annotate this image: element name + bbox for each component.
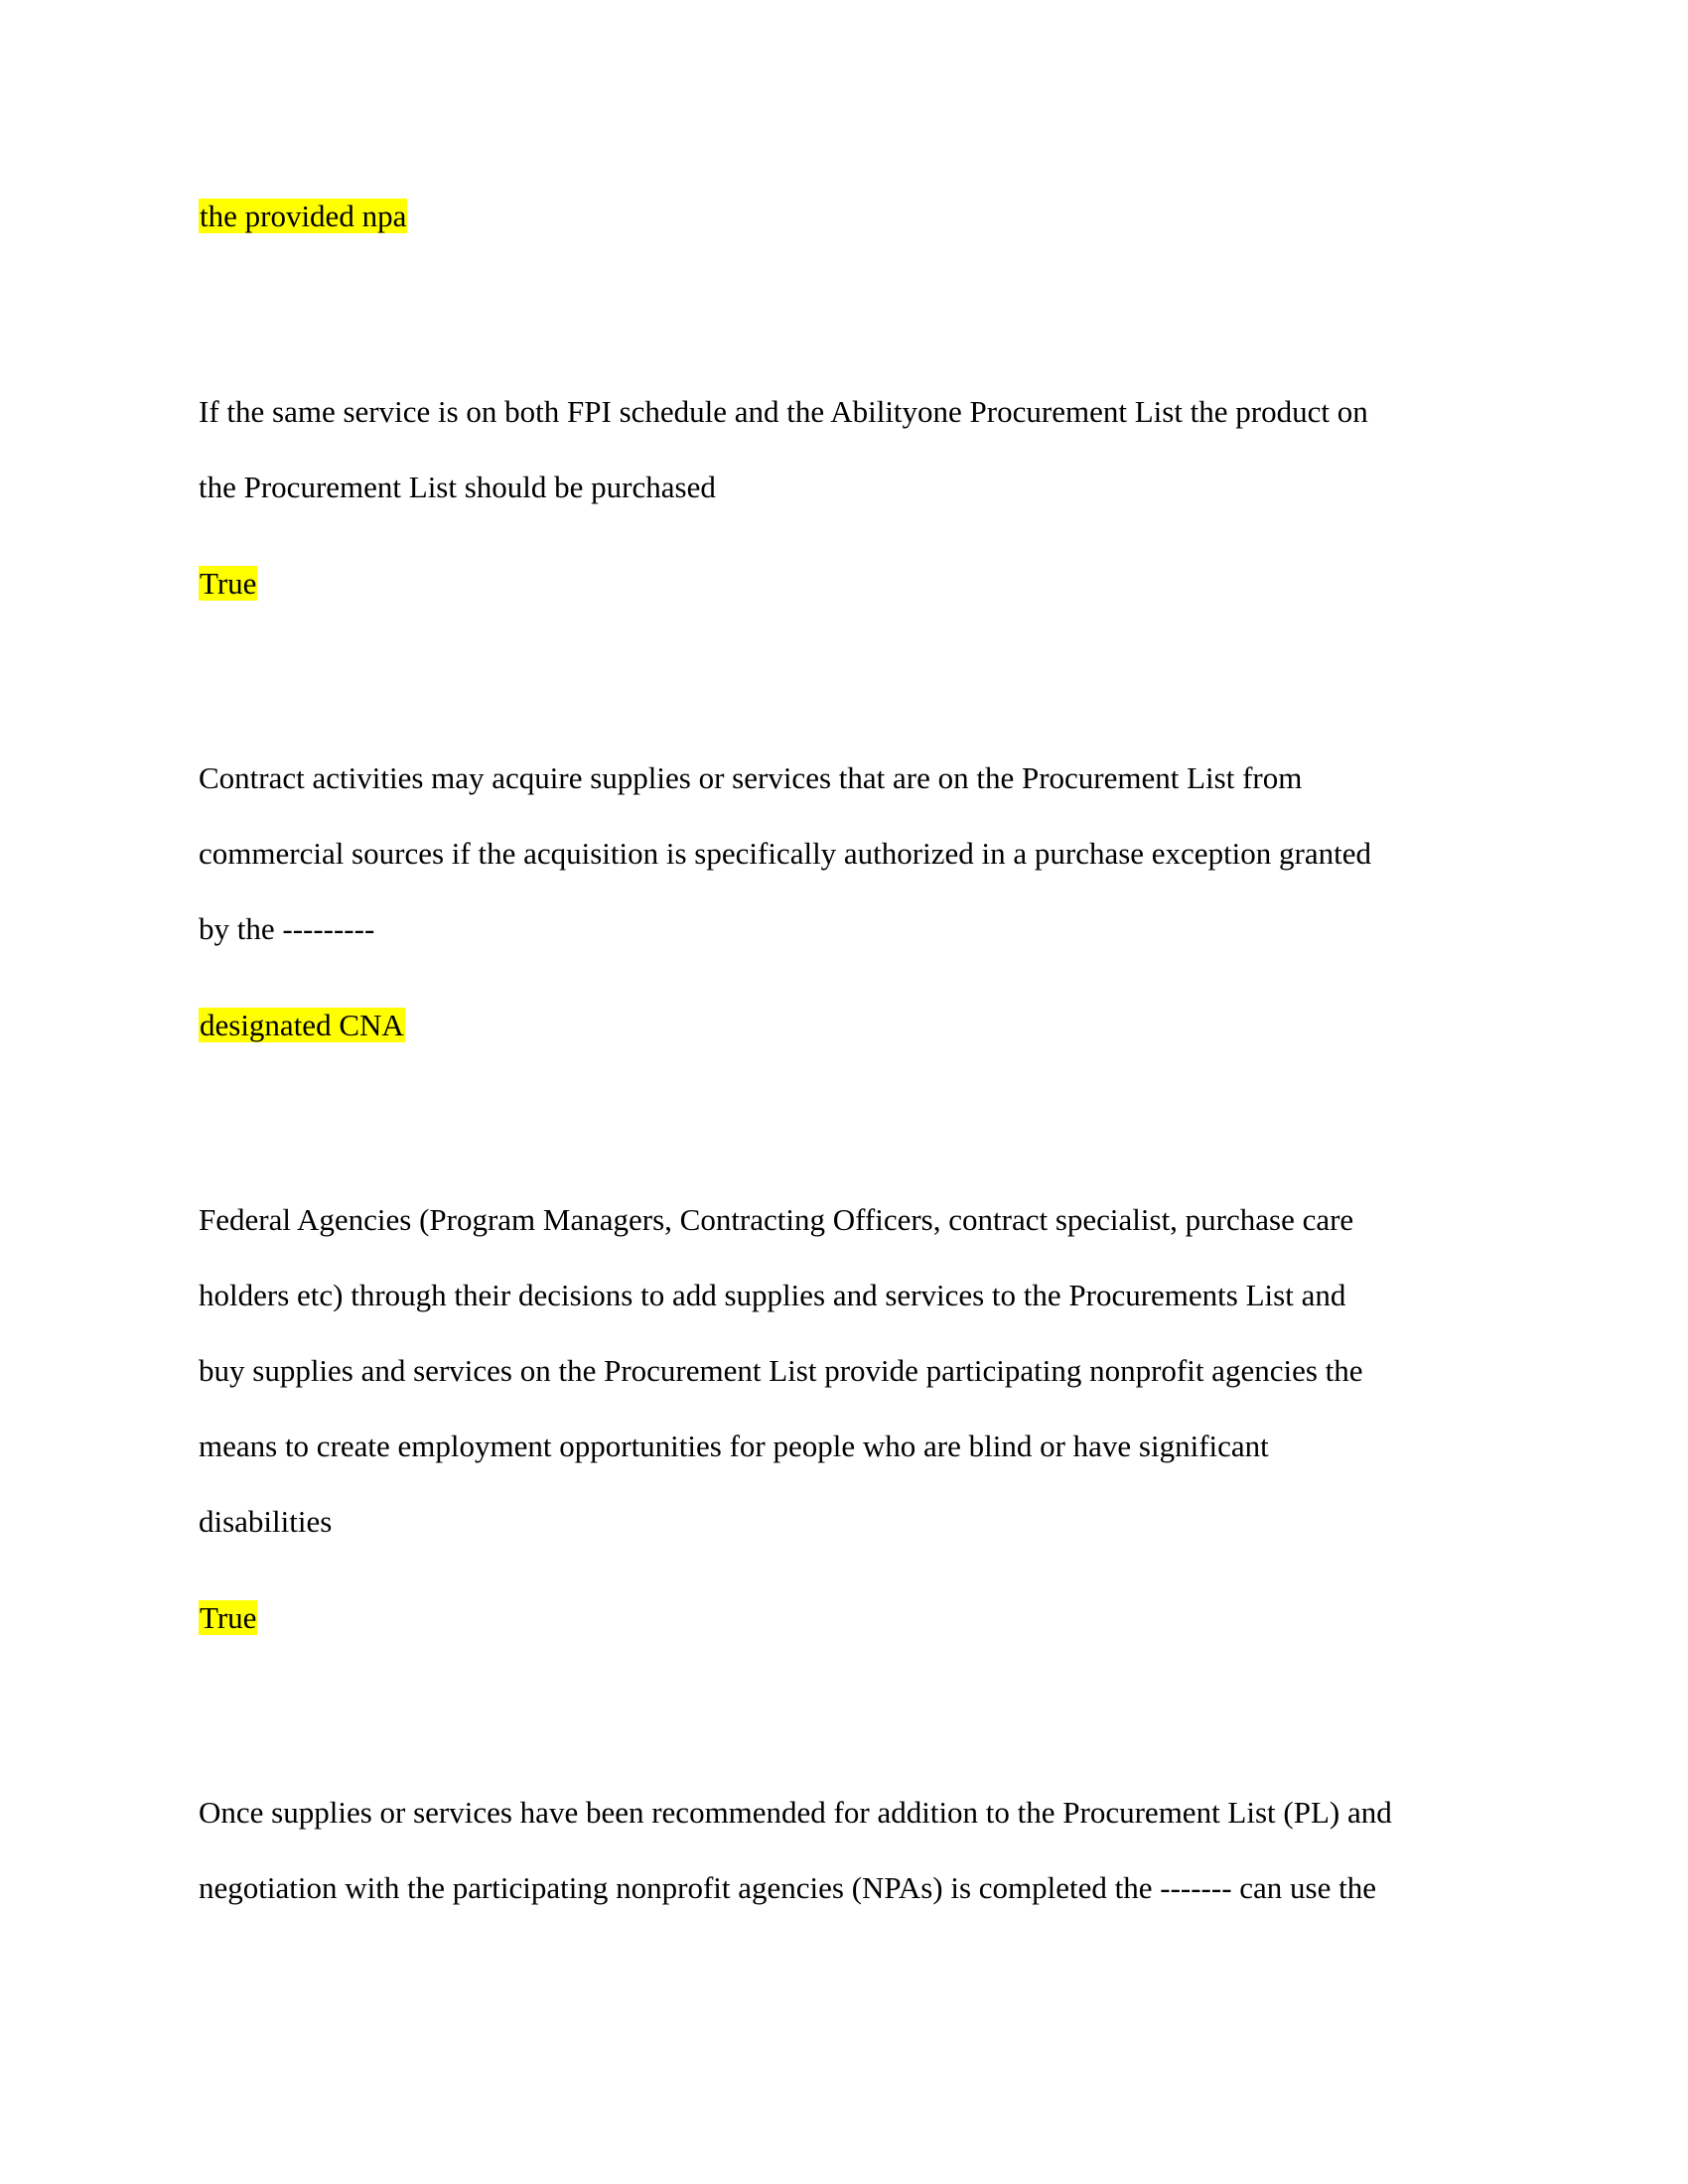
- answer-highlight: [199, 1600, 257, 1636]
- question-line: Once supplies or services have been recommended for addition to the Procurement List (PL) and: [199, 1795, 1392, 1830]
- question-line: Federal Agencies (Program Managers, Contracting Officers, contract specialist, purchase care: [199, 1202, 1354, 1237]
- question-line: Contract activities may acquire supplies or services that are on the Procurement List from: [199, 760, 1303, 795]
- answer-text: True: [200, 1600, 257, 1635]
- question-line: negotiation with the participating nonprofit agencies (NPAs) is completed the ------- can use the: [199, 1870, 1376, 1905]
- question-line: If the same service is on both FPI schedule and the Abilityone Procurement List the product on: [199, 394, 1368, 429]
- answer-text: designated CNA: [200, 1008, 404, 1042]
- question-line: commercial sources if the acquisition is specifically authorized in a purchase exception granted: [199, 836, 1371, 871]
- answer-highlight: [199, 199, 407, 234]
- answer-highlight: [199, 1008, 405, 1043]
- question-line: disabilities: [199, 1504, 333, 1539]
- question-line: holders etc) through their decisions to add supplies and services to the Procurements List and: [199, 1278, 1346, 1312]
- answer-text: True: [200, 566, 257, 601]
- question-line: buy supplies and services on the Procurement List provide participating nonprofit agencies the: [199, 1353, 1363, 1388]
- answer-highlight: [199, 566, 257, 602]
- question-line: the Procurement List should be purchased: [199, 470, 716, 504]
- question-line: by the ---------: [199, 911, 375, 946]
- answer-text: the provided npa: [200, 199, 407, 233]
- question-line: means to create employment opportunities for people who are blind or have significant: [199, 1429, 1269, 1463]
